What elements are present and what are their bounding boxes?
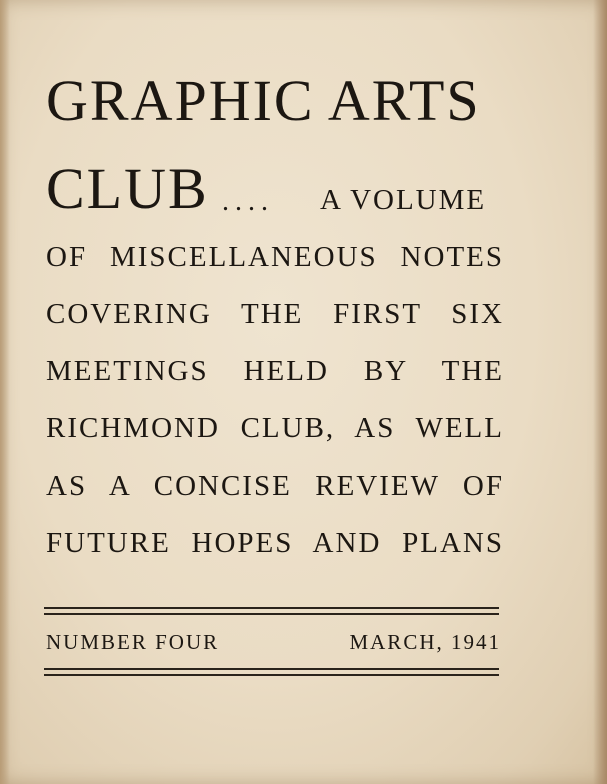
ellipsis-dots: .... bbox=[222, 186, 274, 217]
subtitle-line-5: RICHMOND CLUB, AS WELL bbox=[46, 412, 504, 444]
subtitle-line-6: AS A CONCISE REVIEW OF bbox=[46, 470, 504, 502]
top-double-rule-lower bbox=[44, 613, 499, 615]
subtitle-line-4: MEETINGS HELD BY THE bbox=[46, 355, 504, 387]
title-line-1: GRAPHIC ARTS bbox=[46, 68, 481, 133]
title-line-2: CLUB bbox=[46, 156, 209, 221]
top-double-rule-upper bbox=[44, 607, 499, 609]
issue-date: MARCH, 1941 bbox=[349, 630, 501, 654]
subtitle-line-7: FUTURE HOPES AND PLANS bbox=[46, 527, 504, 559]
subtitle-line-3: COVERING THE FIRST SIX bbox=[46, 298, 504, 330]
bottom-double-rule-lower bbox=[44, 674, 499, 676]
subtitle-line-1: A VOLUME bbox=[320, 184, 487, 216]
bottom-double-rule-upper bbox=[44, 668, 499, 670]
issue-number: NUMBER FOUR bbox=[46, 630, 220, 654]
subtitle-line-2: OF MISCELLANEOUS NOTES bbox=[46, 241, 504, 273]
